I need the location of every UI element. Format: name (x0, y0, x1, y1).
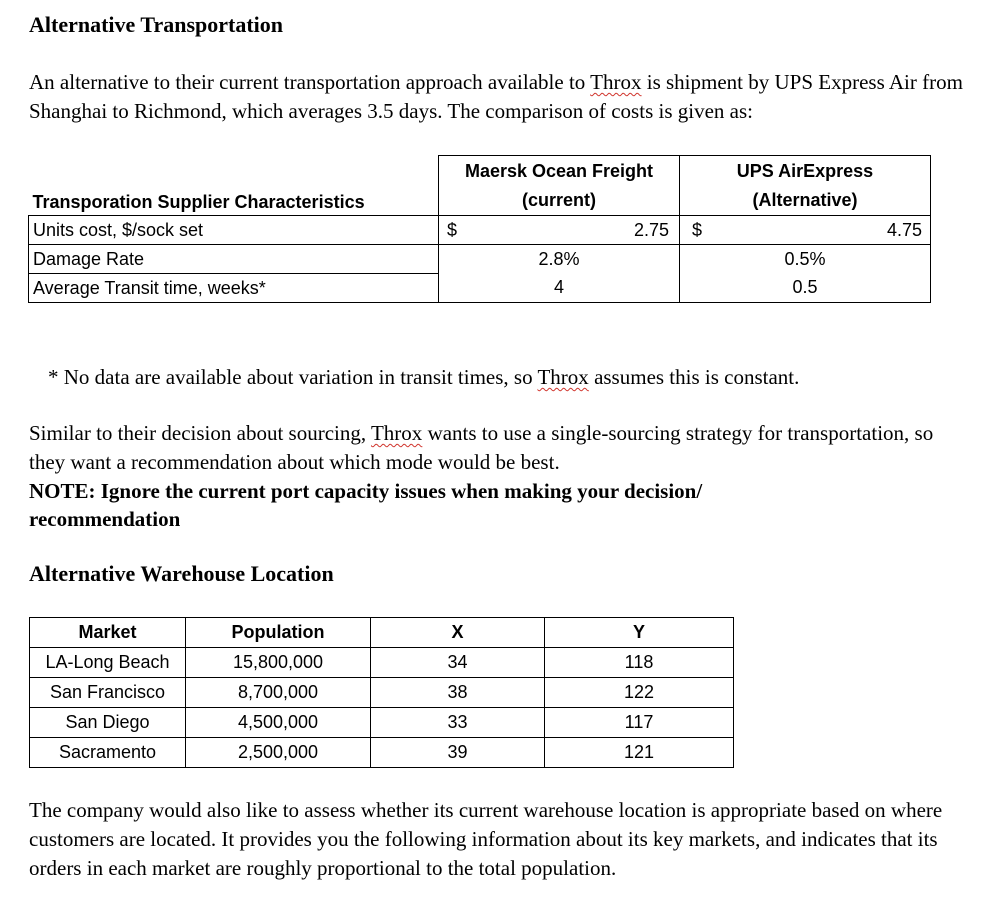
ups-unit-cost: 4.75 (740, 216, 931, 245)
throx-word: Throx (537, 365, 589, 389)
col-header-y: Y (545, 618, 734, 648)
maersk-damage-rate: 2.8% (439, 245, 680, 274)
footnote-text-2: assumes this is constant. (588, 365, 800, 389)
population-value: 4,500,000 (186, 708, 371, 738)
table-row (30, 708, 734, 738)
section-title-transportation: Alternative Transportation (29, 12, 283, 37)
throx-word: Throx (370, 421, 423, 445)
intro-paragraph (29, 68, 974, 126)
maersk-header (439, 156, 680, 216)
row-label: Units cost, $/sock set (29, 216, 439, 245)
note-text: NOTE: Ignore the current port capacity issues when making your decision/ recommendation (29, 479, 703, 531)
sourcing-text-2: wants to use a single-sourcing strategy for transportation, so they want a recommendation about which mode would be best. (29, 421, 934, 474)
market-table (29, 617, 734, 768)
ups-transit-time: 0.5 (680, 274, 931, 303)
ups-damage-rate: 0.5% (680, 245, 931, 274)
table-row (30, 678, 734, 708)
maersk-header-line1: Maersk Ocean Freight (464, 160, 654, 181)
x-value: 39 (371, 738, 545, 768)
table-header-row (30, 618, 734, 648)
col-header-x: X (371, 618, 545, 648)
currency-symbol: $ (680, 216, 740, 245)
table-row (30, 738, 734, 768)
population-value: 2,500,000 (186, 738, 371, 768)
x-value: 34 (371, 648, 545, 678)
intro-text-1: An alternative to their current transportation approach available to (29, 70, 591, 94)
row-label: Damage Rate (29, 245, 439, 274)
market-name: San Francisco (30, 678, 186, 708)
section-title-warehouse: Alternative Warehouse Location (29, 561, 334, 586)
row-label: Average Transit time, weeks* (29, 274, 439, 303)
footnote-text-1: * No data are available about variation in transit times, so (48, 365, 538, 389)
table-row (29, 274, 931, 303)
table-row (29, 245, 931, 274)
ups-header (680, 156, 931, 216)
col-header-population: Population (186, 618, 371, 648)
maersk-header-line2: (current) (521, 189, 596, 210)
intro-text-2: is shipment by UPS Express Air from Shanghai to Richmond, which averages 3.5 days. The comparison of costs is given as: (29, 70, 963, 123)
y-value: 117 (545, 708, 734, 738)
currency-symbol: $ (439, 216, 499, 245)
transport-header-label: Transporation Supplier Characteristics (29, 156, 439, 216)
y-value: 121 (545, 738, 734, 768)
maersk-transit-time: 4 (439, 274, 680, 303)
market-name: Sacramento (30, 738, 186, 768)
x-value: 33 (371, 708, 545, 738)
table-row (30, 648, 734, 678)
footnote (48, 363, 988, 392)
closing-paragraph: The company would also like to assess whether its current warehouse location is appropriate based on where customers are located. It provides you the following information about its key markets, and indicates that its orders in each market are roughly proportional to the total population. (29, 798, 943, 880)
throx-word: Throx (590, 70, 642, 94)
ups-header-line1: UPS AirExpress (736, 160, 874, 181)
y-value: 118 (545, 648, 734, 678)
col-header-market: Market (30, 618, 186, 648)
maersk-unit-cost: 2.75 (499, 216, 680, 245)
ups-header-line2: (Alternative) (752, 189, 858, 210)
population-value: 15,800,000 (186, 648, 371, 678)
y-value: 122 (545, 678, 734, 708)
market-name: LA-Long Beach (30, 648, 186, 678)
x-value: 38 (371, 678, 545, 708)
population-value: 8,700,000 (186, 678, 371, 708)
transport-comparison-table (28, 155, 931, 303)
sourcing-paragraph (29, 419, 949, 477)
sourcing-text-1: Similar to their decision about sourcing, (29, 421, 371, 445)
table-row (29, 216, 931, 245)
market-name: San Diego (30, 708, 186, 738)
